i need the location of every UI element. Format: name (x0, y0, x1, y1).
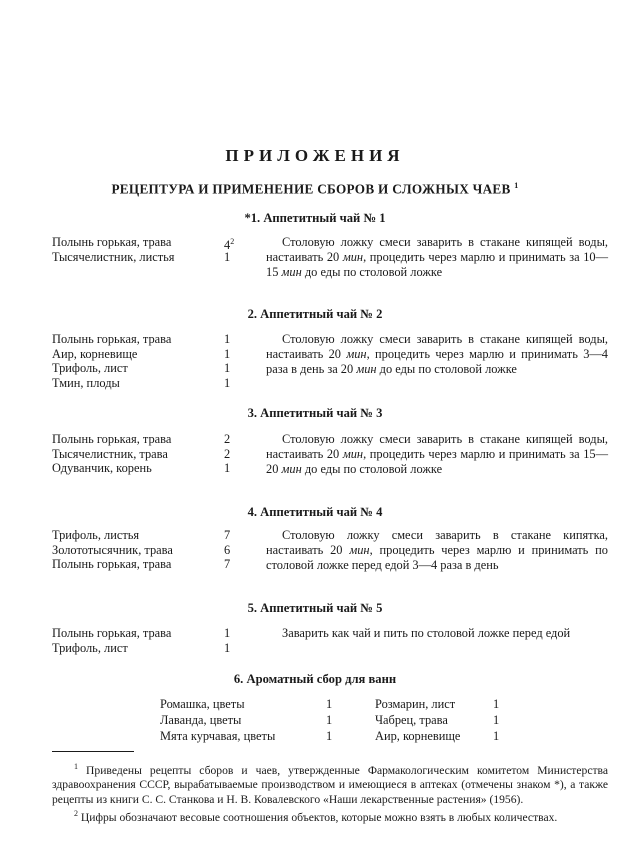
ingredient-row (52, 347, 262, 362)
bath-mix-left-column (160, 696, 332, 744)
ingredient-name: Тысячелистник, трава (52, 446, 168, 461)
footnote-number: 1 (74, 762, 78, 771)
footnotes (52, 760, 608, 826)
bath-mix-title: 6. Ароматный сбор для ванн (233, 672, 397, 686)
ingredient-row (160, 712, 332, 728)
instr-text: , процедить через марлю и принимать за 15—20 (266, 447, 608, 476)
ingredient-row (52, 250, 262, 265)
recipe-5-ingredients (52, 626, 262, 655)
section-subtitle (0, 181, 630, 197)
ingredient-row (52, 543, 262, 558)
footnote-2 (52, 807, 608, 825)
ingredient-qty: 1 (326, 729, 333, 743)
instr-text: Столовую ложку смеси заварить в стакане кипящей воды, настаивать 20 (266, 235, 608, 264)
instr-unit: мин (349, 543, 370, 557)
ingredient-name: Мята курчавая, цветы (160, 729, 276, 743)
ingredient-name: Трифоль, лист (52, 640, 128, 655)
ingredient-name: Розмарин, лист (375, 697, 456, 711)
ingredient-qty (224, 235, 254, 253)
instr-text: , процедить через марлю и принимать 3—4 раза в день за 20 (266, 347, 608, 376)
ingredient-name: Золототысячник, трава (52, 542, 173, 557)
ingredient-qty: 1 (224, 332, 231, 346)
instr-text: , процедить через марлю и принимать за 10—15 (266, 250, 608, 279)
ingredient-row (375, 696, 499, 712)
ingredient-name: Полынь горькая, трава (52, 626, 172, 640)
ingredient-name: Чабрец, трава (375, 713, 448, 727)
recipe-3-ingredients (52, 432, 262, 476)
ingredient-row (52, 447, 262, 462)
ingredient-name: Ромашка, цветы (160, 697, 245, 711)
ingredient-qty: 1 (493, 729, 500, 743)
ingredient-name: Аир, корневище (375, 729, 461, 743)
footnote-text: Приведены рецепты сборов и чаев, утвержденные Фармакологическим комитетом Министерства здравоохранения СССР, вырабатываемые производством и имеющиеся в аптеках (отмечены знаком *), а также рецепты из книги С. С. Станкова и Н. В. Ковалевского «Наши лекарственные растения» (1956). (52, 763, 608, 806)
recipe-5-instructions (266, 626, 608, 641)
footnote-1 (52, 760, 608, 807)
ingredient-row (160, 728, 332, 744)
ingredient-qty: 6 (224, 542, 231, 557)
instr-text: до еды по столовой ложке (376, 362, 517, 376)
footnote-divider (52, 751, 134, 752)
ingredient-row (52, 641, 262, 656)
ingredient-row (160, 696, 332, 712)
ingredient-name: Тмин, плоды (52, 375, 120, 390)
ingredient-row (52, 332, 262, 347)
instr-text: Заварить как чай и пить по столовой ложке перед едой (282, 626, 571, 640)
recipe-1-title: *1. Аппетитный чай № 1 (244, 211, 386, 225)
qty-value: 4 (224, 238, 231, 253)
instr-text: , процедить через марлю и принимать по столовой ложке перед едой 3—4 раза в день (266, 543, 608, 572)
ingredient-name: Аир, корневище (52, 346, 138, 361)
instr-unit: мин (342, 250, 364, 264)
recipe-2-title: 2. Аппетитный чай № 2 (247, 307, 383, 321)
recipe-2-instructions (266, 332, 608, 377)
ingredient-qty: 1 (224, 626, 231, 640)
ingredient-qty: 1 (493, 697, 500, 711)
ingredient-row (52, 626, 262, 641)
footnote-text: Цифры обозначают весовые соотношения объектов, которые можно взять в любых количествах. (78, 811, 558, 825)
ingredient-name: Одуванчик, корень (52, 461, 152, 475)
ingredient-qty: 2 (224, 446, 231, 461)
recipe-3-title: 3. Аппетитный чай № 3 (247, 406, 383, 420)
bath-mix-right-column (375, 696, 499, 744)
ingredient-qty: 1 (224, 461, 231, 475)
ingredient-qty: 1 (326, 697, 333, 711)
page-title: ПРИЛОЖЕНИЯ (225, 146, 405, 165)
ingredient-row (52, 376, 262, 391)
ingredient-name: Тысячелистник, листья (52, 249, 175, 264)
ingredient-name: Полынь горькая, трава (52, 432, 172, 446)
instr-unit: мин (342, 447, 364, 461)
recipe-1-ingredients (52, 235, 262, 264)
recipe-1-instructions (266, 235, 608, 280)
ingredient-qty: 2 (224, 432, 231, 446)
recipe-4-title: 4. Аппетитный чай № 4 (247, 505, 383, 519)
ingredient-name: Лаванда, цветы (160, 713, 242, 727)
ingredient-name: Полынь горькая, трава (52, 557, 172, 571)
recipe-3-instructions (266, 432, 608, 477)
qty-footnote-ref: 2 (230, 237, 235, 246)
ingredient-qty: 7 (224, 528, 231, 542)
subtitle-text: РЕЦЕПТУРА И ПРИМЕНЕНИЕ СБОРОВ И СЛОЖНЫХ ЧАЕВ (111, 181, 511, 197)
instr-text: Столовую ложку смеси заварить в стакане кипящей воды, настаивать 20 (266, 432, 608, 461)
ingredient-qty: 1 (326, 713, 333, 727)
ingredient-name: Полынь горькая, трава (52, 235, 172, 249)
recipe-4-ingredients (52, 528, 262, 572)
ingredient-name: Полынь горькая, трава (52, 332, 172, 346)
instr-unit: мин (346, 347, 367, 361)
instr-text: Столовую ложку смеси заварить в стакане кипящей воды, настаивать 20 (266, 332, 608, 361)
ingredient-qty: 7 (224, 557, 231, 571)
ingredient-row (52, 361, 262, 376)
ingredient-qty: 1 (224, 361, 231, 375)
recipe-4-instructions (266, 528, 608, 573)
ingredient-row (52, 432, 262, 447)
ingredient-row (375, 728, 499, 744)
instr-text: до еды по столовой ложке (301, 265, 443, 279)
instr-text: до еды по столовой ложке (301, 462, 443, 476)
recipe-2-ingredients (52, 332, 262, 390)
subtitle-footnote-ref: 1 (514, 181, 519, 190)
ingredient-row (52, 235, 262, 253)
instr-text: Столовую ложку смеси заварить в стакане кипятка, настаивать 20 (266, 528, 608, 557)
instr-unit: мин (281, 265, 302, 279)
footnote-number: 2 (74, 809, 78, 819)
ingredient-row (52, 461, 262, 476)
ingredient-row (52, 557, 262, 572)
instr-unit: мин (356, 362, 377, 376)
ingredient-qty: 1 (224, 375, 231, 390)
ingredient-name: Трифоль, лист (52, 361, 128, 375)
instr-unit: мин (281, 462, 302, 476)
ingredient-row (52, 528, 262, 543)
recipe-5-title: 5. Аппетитный чай № 5 (247, 601, 383, 615)
ingredient-qty: 1 (224, 346, 231, 361)
ingredient-qty: 1 (493, 713, 500, 727)
ingredient-qty: 1 (224, 640, 231, 655)
ingredient-qty: 1 (224, 249, 231, 264)
ingredient-row (375, 712, 499, 728)
ingredient-name: Трифоль, листья (52, 528, 140, 542)
